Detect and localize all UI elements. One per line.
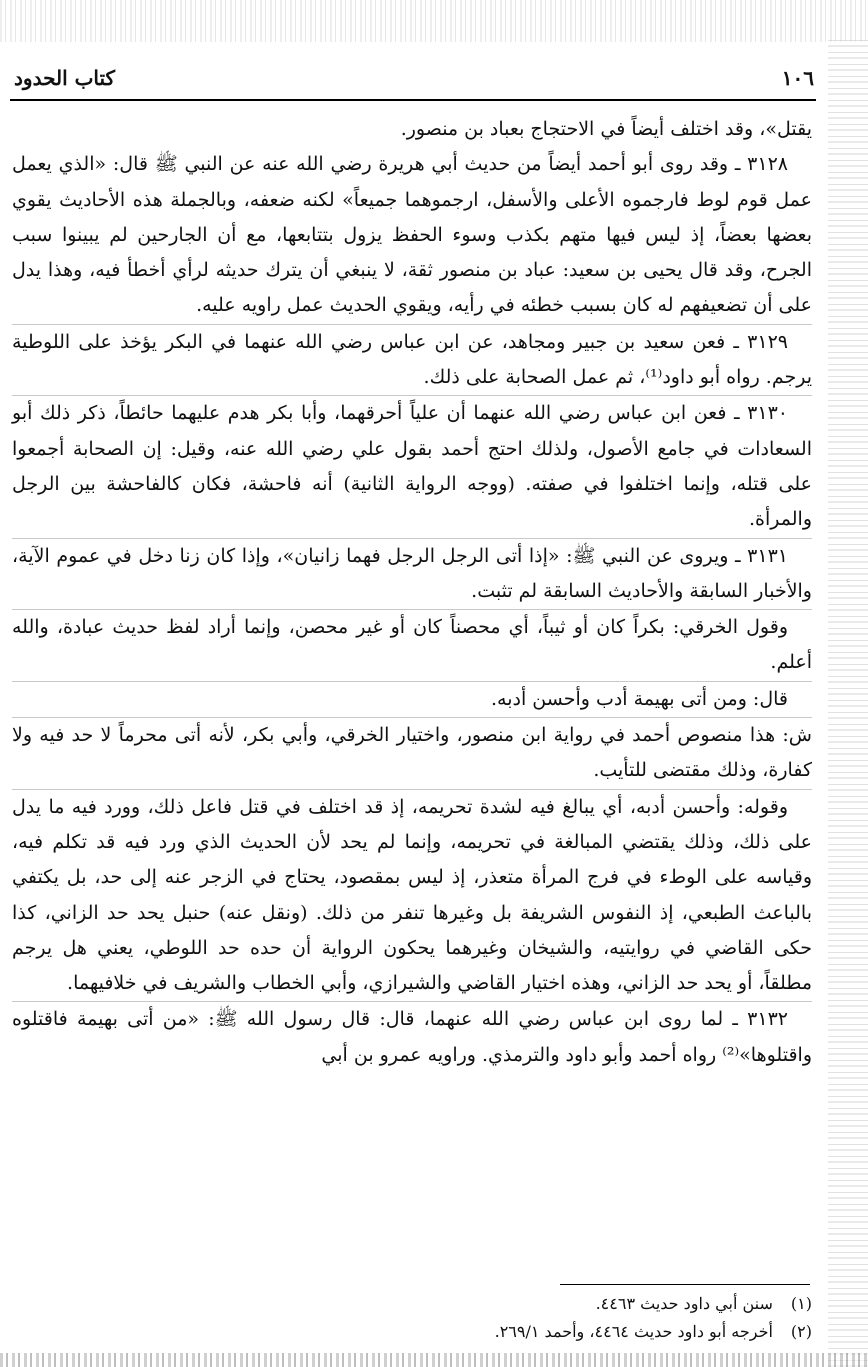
- footnote-number: (٢): [790, 1322, 812, 1341]
- paragraph-0: يقتل»، وقد اختلف أيضاً في الاحتجاج بعباد بن منصور.: [400, 118, 812, 140]
- paragraph-3129: ٣١٢٩ ـ فعن سعيد بن جبير ومجاهد، عن ابن عباس رضي الله عنهما في البكر يؤخذ على اللوطية يرجم. رواه أبو داود⁽¹⁾، ثم عمل الصحابة على ذلك.: [12, 324, 812, 396]
- footnote-number: (١): [790, 1294, 812, 1313]
- footnotes: [12, 1290, 812, 1346]
- paragraph-kharaqi: وقول الخرقي: بكراً كان أو ثيباً، أي محصناً كان أو غير محصن، وإنما أراد لفظ حديث عبادة، والله أعلم.: [12, 609, 812, 681]
- chapter-title: كتاب الحدود: [14, 66, 116, 90]
- paragraph-3130: ٣١٣٠ ـ فعن ابن عباس رضي الله عنهما أن علياً أحرقهما، وأبا بكر هدم عليهما حائطاً، ذكر ذلك أبو السعادات في جامع الأصول، ولذلك احتج أحمد بقول علي رضي الله عنه، وقيل: إن الصحابة أجمعوا على قتله، وإنما اختلفوا في صفته. (ووجه الرواية الثانية) أنه فاحشة، فكان كالفاحشة بين الرجل والمرأة.: [12, 395, 812, 537]
- header-rule: [10, 99, 816, 101]
- page-header: [14, 58, 814, 98]
- page-number: ١٠٦: [781, 66, 814, 90]
- paragraph-sharh: ش: هذا منصوص أحمد في رواية ابن منصور، واختيار الخرقي، وأبي بكر، لأنه أتى محرماً لا حد فيه ولا كفارة، وذلك مقتضى للتأيب.: [12, 717, 812, 789]
- footnote-text: سنن أبي داود حديث ٤٤٦٣.: [595, 1294, 773, 1313]
- footnote-1: [12, 1290, 812, 1318]
- scan-noise-right: [828, 40, 868, 1367]
- scan-noise-top: [0, 0, 868, 42]
- body-text: [12, 112, 812, 1073]
- footnote-rule: [560, 1284, 810, 1285]
- paragraph-3128: ٣١٢٨ ـ وقد روى أبو أحمد أيضاً من حديث أبي هريرة رضي الله عنه عن النبي ﷺ قال: «الذي يعمل عمل قوم لوط فارجموه الأعلى والأسفل، ارجموهما جميعاً» لكنه ضعفه، وبالجملة هذه الأحاديث يقوي بعضها بعضاً، إذ ليس فيها متهم بكذب وسوء الحفظ يزول بتتابعها، مع أن الجارحين لم يبينوا سبب الجرح، وقد قال يحيى بن سعيد: عباد بن منصور ثقة، لا ينبغي أن يترك حديثه لرأي أخطأ فيه، وهذا يدل على أن تضعيفهم له كان بسبب خطئه في رأيه، ويقوي الحديث عمل راويه عليه.: [12, 153, 812, 317]
- footnote-text: أخرجه أبو داود حديث ٤٤٦٤، وأحمد ٢٦٩/١.: [494, 1322, 773, 1341]
- paragraph-qawluh: وقوله: وأحسن أدبه، أي يبالغ فيه لشدة تحريمه، إذ قد اختلف في قتل فاعل ذلك، وورد فيه ما يدل على ذلك، وذلك يقتضي المبالغة في تحريمه، وإنما لم يحد لأن الحديث الذي ورد فيه قد تكلم فيه، وقياسه على الوطء في فرج المرأة متعذر، إذ ليس بمقصود، يحتاج في الزجر عنه إلى حد، بل يكتفي بالباعث الطبعي، إذ النفوس الشريفة بل وغيرها تنفر من ذلك. (ونقل عنه) حنبل يحد حد الزاني، كذا حكى القاضي في روايتيه، والشيخان وغيرهما يحكون الرواية أن حده حد اللوطي، يعني هل يرجم مطلقاً، أو يحد حد الزاني، وهذه اختيار القاضي والشيرازي، وأبي الخطاب والشريف في خلافيهما.: [12, 789, 812, 1002]
- paragraph-3131: ٣١٣١ ـ ويروى عن النبي ﷺ: «إذا أتى الرجل الرجل فهما زانيان»، وإذا كان زنا دخل في عموم الآية، والأخبار السابقة والأحاديث السابقة لم تثبت.: [12, 538, 812, 610]
- paragraph-qala: قال: ومن أتى بهيمة أدب وأحسن أدبه.: [12, 681, 812, 717]
- scan-noise-bottom: [0, 1353, 868, 1367]
- footnote-2: [12, 1318, 812, 1346]
- paragraph-3132: ٣١٣٢ ـ لما روى ابن عباس رضي الله عنهما، قال: قال رسول الله ﷺ: «من أتى بهيمة فاقتلوه واقتلوها»⁽²⁾ رواه أحمد وأبو داود والترمذي. وراويه عمرو بن أبي: [12, 1001, 812, 1073]
